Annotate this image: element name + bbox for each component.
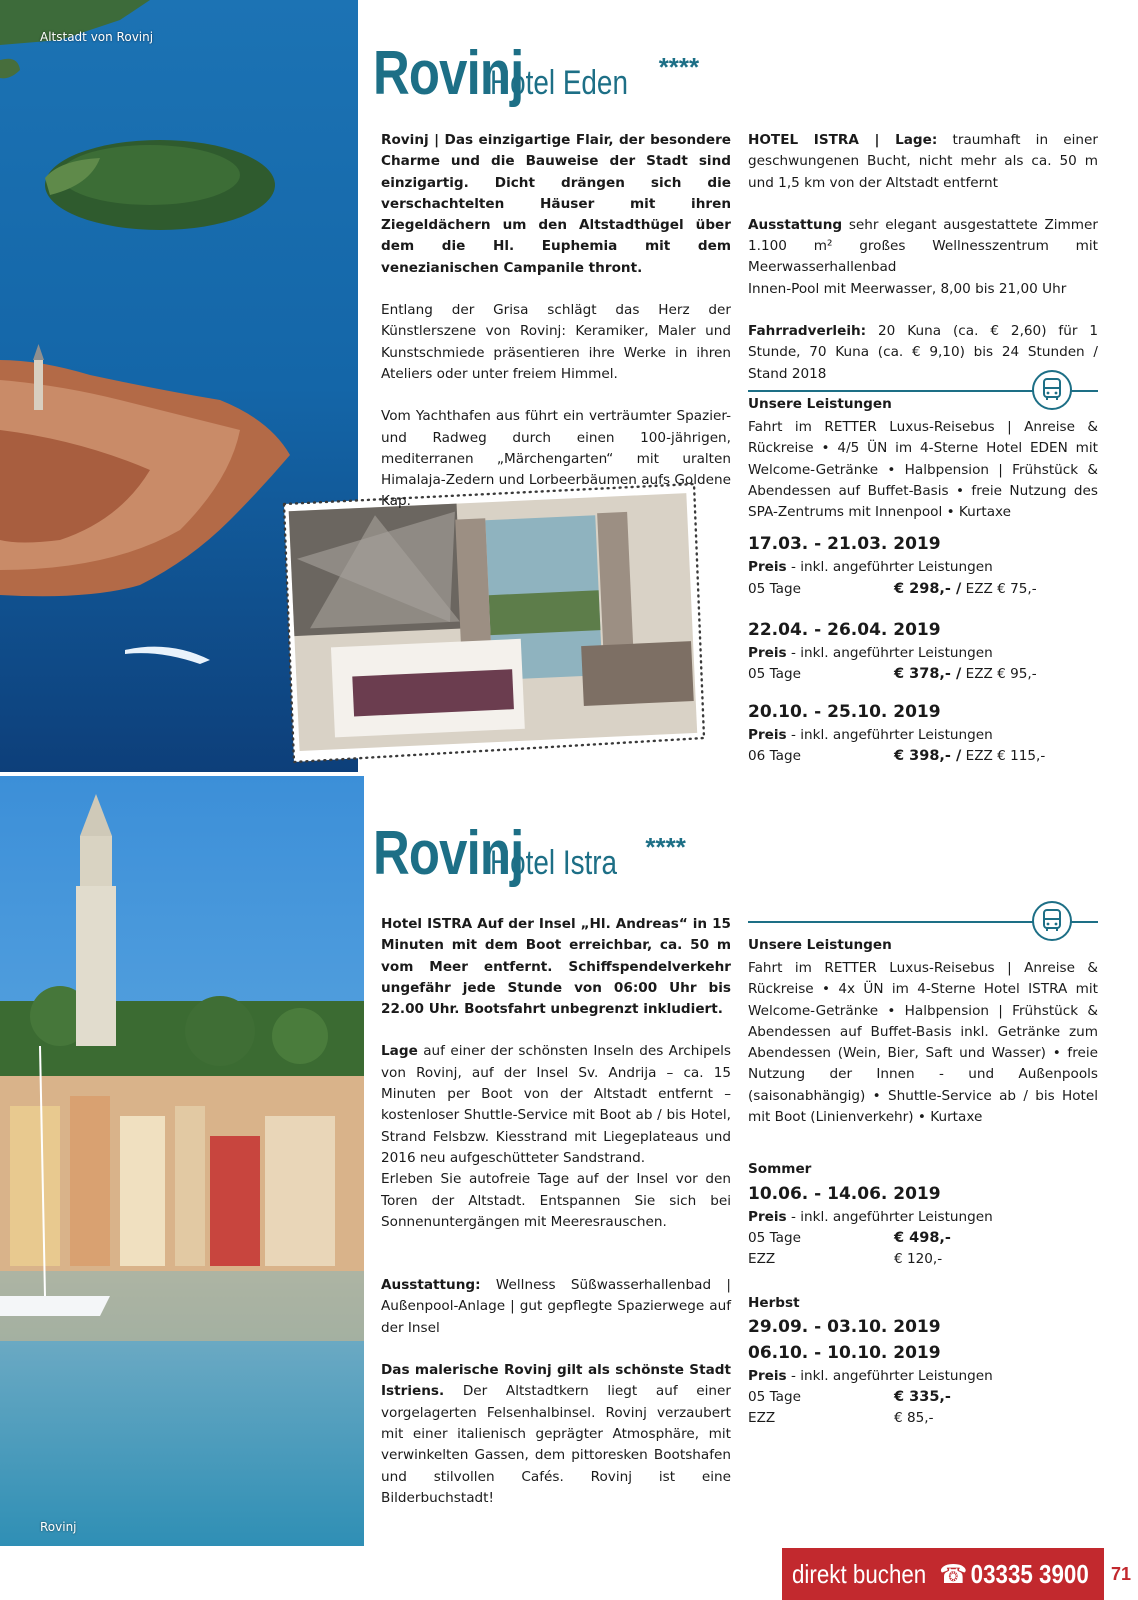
istra-malerisch-label: Das malerische Rovinj gilt als schönste Stadt Istriens. <box>381 1362 731 1400</box>
eden-title-city: Rovinj <box>373 39 524 108</box>
page-number: 71 <box>1110 1563 1132 1584</box>
eden-intro: Rovinj | Das einzigartige Flair, der besondere Charme und die Bauweise der Stadt sind einzigartig. Dicht drängen sich die verschachtelten Häuser mit ihren Ziegeldächern um den Altstadthügel über dem die Hl. Euphemia mit dem venezianischen Campanile thront. <box>381 132 731 276</box>
istra-ausstattung-text: Wellness Süßwasserhallenbad | Außenpool-Anlage | gut gepflegte Spazierwege auf der Insel <box>381 1277 731 1336</box>
eden-term-price: € 398,- / <box>894 747 962 764</box>
eden-preis-suffix: - inkl. angeführter Leistungen <box>786 726 993 743</box>
eden-leistungen-block <box>748 417 1098 767</box>
eden-preis-label: Preis <box>748 645 787 662</box>
waterfront-photo-illustration <box>0 776 364 1546</box>
eden-term-price: € 298,- / <box>894 580 962 597</box>
eden-fahrrad-label: Fahrradverleih: <box>748 323 867 340</box>
phone-icon: ☎ <box>939 1558 968 1589</box>
booking-label: direkt buchen <box>792 1558 927 1589</box>
eden-term-price: € 378,- / <box>894 666 962 683</box>
hotel-room-photo-illustration <box>280 480 708 766</box>
istra-season-herbst: Herbst <box>748 1294 800 1311</box>
bus-icon <box>1032 370 1072 410</box>
bus-icon <box>1032 901 1072 941</box>
istra-herbst-date-2: 06.10. - 10.10. 2019 <box>748 1342 941 1363</box>
istra-herbst-date-1: 29.09. - 03.10. 2019 <box>748 1316 941 1337</box>
istra-preis-label: Preis <box>748 1367 787 1384</box>
photo-caption-bottom: Rovinj <box>40 1520 77 1534</box>
hotel-room-photo <box>280 480 708 766</box>
istra-sommer-date: 10.06. - 14.06. 2019 <box>748 1183 941 1204</box>
eden-lage-label: HOTEL ISTRA | Lage: <box>748 132 938 148</box>
eden-term-3 <box>748 699 1098 768</box>
eden-lage-text: traumhaft in einer geschwungenen Bucht, nicht mehr als ca. 50 m und 1,5 km von der Altstadt entfernt <box>748 132 1098 191</box>
istra-herbst-ezz-label: EZZ <box>748 1410 776 1427</box>
eden-title-hotel: Hotel Eden <box>490 64 629 102</box>
eden-preis-suffix: - inkl. angeführter Leistungen <box>786 559 993 576</box>
eden-left-column <box>381 130 731 513</box>
eden-ausstattung-label: Ausstattung <box>748 216 843 233</box>
istra-herbst-price: € 335,- <box>894 1389 951 1406</box>
eden-term-1 <box>748 531 1098 600</box>
istra-title-city: Rovinj <box>373 819 524 888</box>
booking-banner[interactable] <box>782 1548 1104 1600</box>
istra-lage-text: auf einer der schönsten Inseln des Archipels von Rovinj, auf der Insel Sv. Andrija – ca. 15 Minuten per Boot von der Altstadt entfernt – kostenloser Shuttle-Service mit Boot ab / bis Hotel, Strand Felsbzw. Kiesstrand mit Liegeplateaus und 2016 neu aufgeschütteter Sandstrand. <box>381 1043 731 1166</box>
eden-pool-text: Innen-Pool mit Meerwasser, 8,00 bis 21,00 Uhr <box>748 280 1067 297</box>
eden-term-days: 05 Tage <box>748 666 801 683</box>
waterfront-photo-rovinj <box>0 776 364 1546</box>
istra-season-sommer: Sommer <box>748 1161 812 1178</box>
eden-term-ezz: EZZ € 95,- <box>961 666 1037 683</box>
istra-title-stars: **** <box>645 832 686 862</box>
istra-ausstattung-label: Ausstattung: <box>381 1277 481 1294</box>
istra-sommer-ezz-value: € 120,- <box>894 1251 943 1268</box>
istra-preis-label: Preis <box>748 1208 787 1225</box>
istra-title <box>373 818 686 889</box>
eden-leistungen-header <box>748 370 1098 410</box>
istra-herbst-ezz-value: € 85,- <box>894 1410 934 1427</box>
eden-right-column <box>748 130 1098 385</box>
istra-preis-suffix: - inkl. angeführter Leistungen <box>786 1208 993 1225</box>
istra-leistungen-title: Unsere Leistungen <box>748 937 892 953</box>
eden-leistungen-text: Fahrt im RETTER Luxus-Reisebus | Anreise & Rückreise • 4/5 ÜN im 4-Sterne Hotel EDEN mit Welcome-Getränke • Halbpension | Frühstück & Abendessen auf Buffet-Basis • freie Nutzung des SPA-Zentrums mit Innenpool • Kurtaxe <box>748 419 1098 521</box>
phone-number[interactable]: 03335 3900 <box>970 1558 1089 1589</box>
eden-term-date: 20.10. - 25.10. 2019 <box>748 701 941 722</box>
istra-herbst-days: 05 Tage <box>748 1389 801 1406</box>
istra-paragraph-erleben: Erleben Sie autofreie Tage auf der Insel vor den Toren der Altstadt. Entspannen Sie sich bei Sonnenuntergängen mit Meeresrauschen. <box>381 1171 731 1230</box>
istra-leistungen-text: Fahrt im RETTER Luxus-Reisebus | Anreise & Rückreise • 4x ÜN im 4-Sterne Hotel ISTRA mit Welcome-Getränke • Halbpension | Frühstück & Abendessen auf Buffet-Basis inkl. Getränke zum Abendessen (Wein, Bier, Saft und Wasser) • freie Nutzung der Innen - und Außenpools (saisonabhängig) • Shuttle-Service ab / bis Hotel mit Boot (Linienverkehr) • Kurtaxe <box>748 960 1098 1126</box>
eden-title <box>373 38 699 109</box>
istra-sommer-ezz-label: EZZ <box>748 1251 776 1268</box>
istra-herbst <box>748 1293 1098 1430</box>
eden-term-2 <box>748 617 1098 686</box>
istra-malerisch-text: Der Altstadtkern liegt auf einer vorgelagerten Felsenhalbinsel. Rovinj verzaubert mit einer italienisch geprägter Atmosphäre, mit verwinkelten Gassen, dem pittoresken Bootshafen und stilvollen Cafés. Rovinj ist eine Bilderbuchstadt! <box>381 1383 731 1506</box>
eden-leistungen-title: Unsere Leistungen <box>748 396 892 412</box>
istra-preis-suffix: - inkl. angeführter Leistungen <box>786 1367 993 1384</box>
photo-caption-top: Altstadt von Rovinj <box>40 30 154 44</box>
istra-leistungen-block <box>748 958 1098 1430</box>
eden-term-date: 22.04. - 26.04. 2019 <box>748 620 941 641</box>
eden-ausstattung-text: sehr elegant ausgestattete Zimmer 1.100 m² großes Wellnesszentrum mit Meerwasserhallenbad <box>748 216 1098 276</box>
eden-paragraph-grisa: Entlang der Grisa schlägt das Herz der Künstlerszene von Rovinj: Keramiker, Maler und Kunstschmiede präsentieren ihre Werke in ihren Ateliers oder unter freiem Himmel. <box>381 302 731 382</box>
eden-fahrrad-text: 20 Kuna (ca. € 2,60) für 1 Stunde, 70 Kuna (ca. € 9,10) bis 24 Stunden / Stand 2018 <box>748 323 1098 382</box>
eden-term-days: 05 Tage <box>748 580 801 597</box>
eden-term-ezz: EZZ € 115,- <box>961 747 1046 764</box>
eden-preis-label: Preis <box>748 559 787 576</box>
istra-sommer <box>748 1159 1098 1270</box>
istra-title-hotel: Hotel Istra <box>490 844 618 882</box>
istra-lage-label: Lage <box>381 1043 418 1060</box>
istra-sommer-price: € 498,- <box>894 1229 951 1246</box>
eden-preis-label: Preis <box>748 726 787 743</box>
eden-paragraph-yachthafen: Vom Yachthafen aus führt ein verträumter Spazier- und Radweg durch einen 100-jährigen, mediterranen „Märchengarten“ mit uralten Himalaja-Zedern und Lorbeerbäumen aufs Goldene Kap. <box>381 408 731 510</box>
eden-preis-suffix: - inkl. angeführter Leistungen <box>786 645 993 662</box>
eden-term-ezz: EZZ € 75,- <box>961 580 1037 597</box>
istra-left-column <box>381 914 731 1509</box>
eden-term-days: 06 Tage <box>748 747 801 764</box>
istra-intro: Hotel ISTRA Auf der Insel „Hl. Andreas“ in 15 Minuten mit dem Boot erreichbar, ca. 50 m vom Meer entfernt. Schiffspendelverkehr ungefähr jede Stunde von 06:00 Uhr bis 22.00 Uhr. Bootsfahrt unbegrenzt inkludiert. <box>381 916 731 1018</box>
eden-title-stars: **** <box>658 52 700 82</box>
istra-sommer-days: 05 Tage <box>748 1229 801 1246</box>
eden-term-date: 17.03. - 21.03. 2019 <box>748 534 941 555</box>
istra-leistungen-header <box>748 901 1098 953</box>
